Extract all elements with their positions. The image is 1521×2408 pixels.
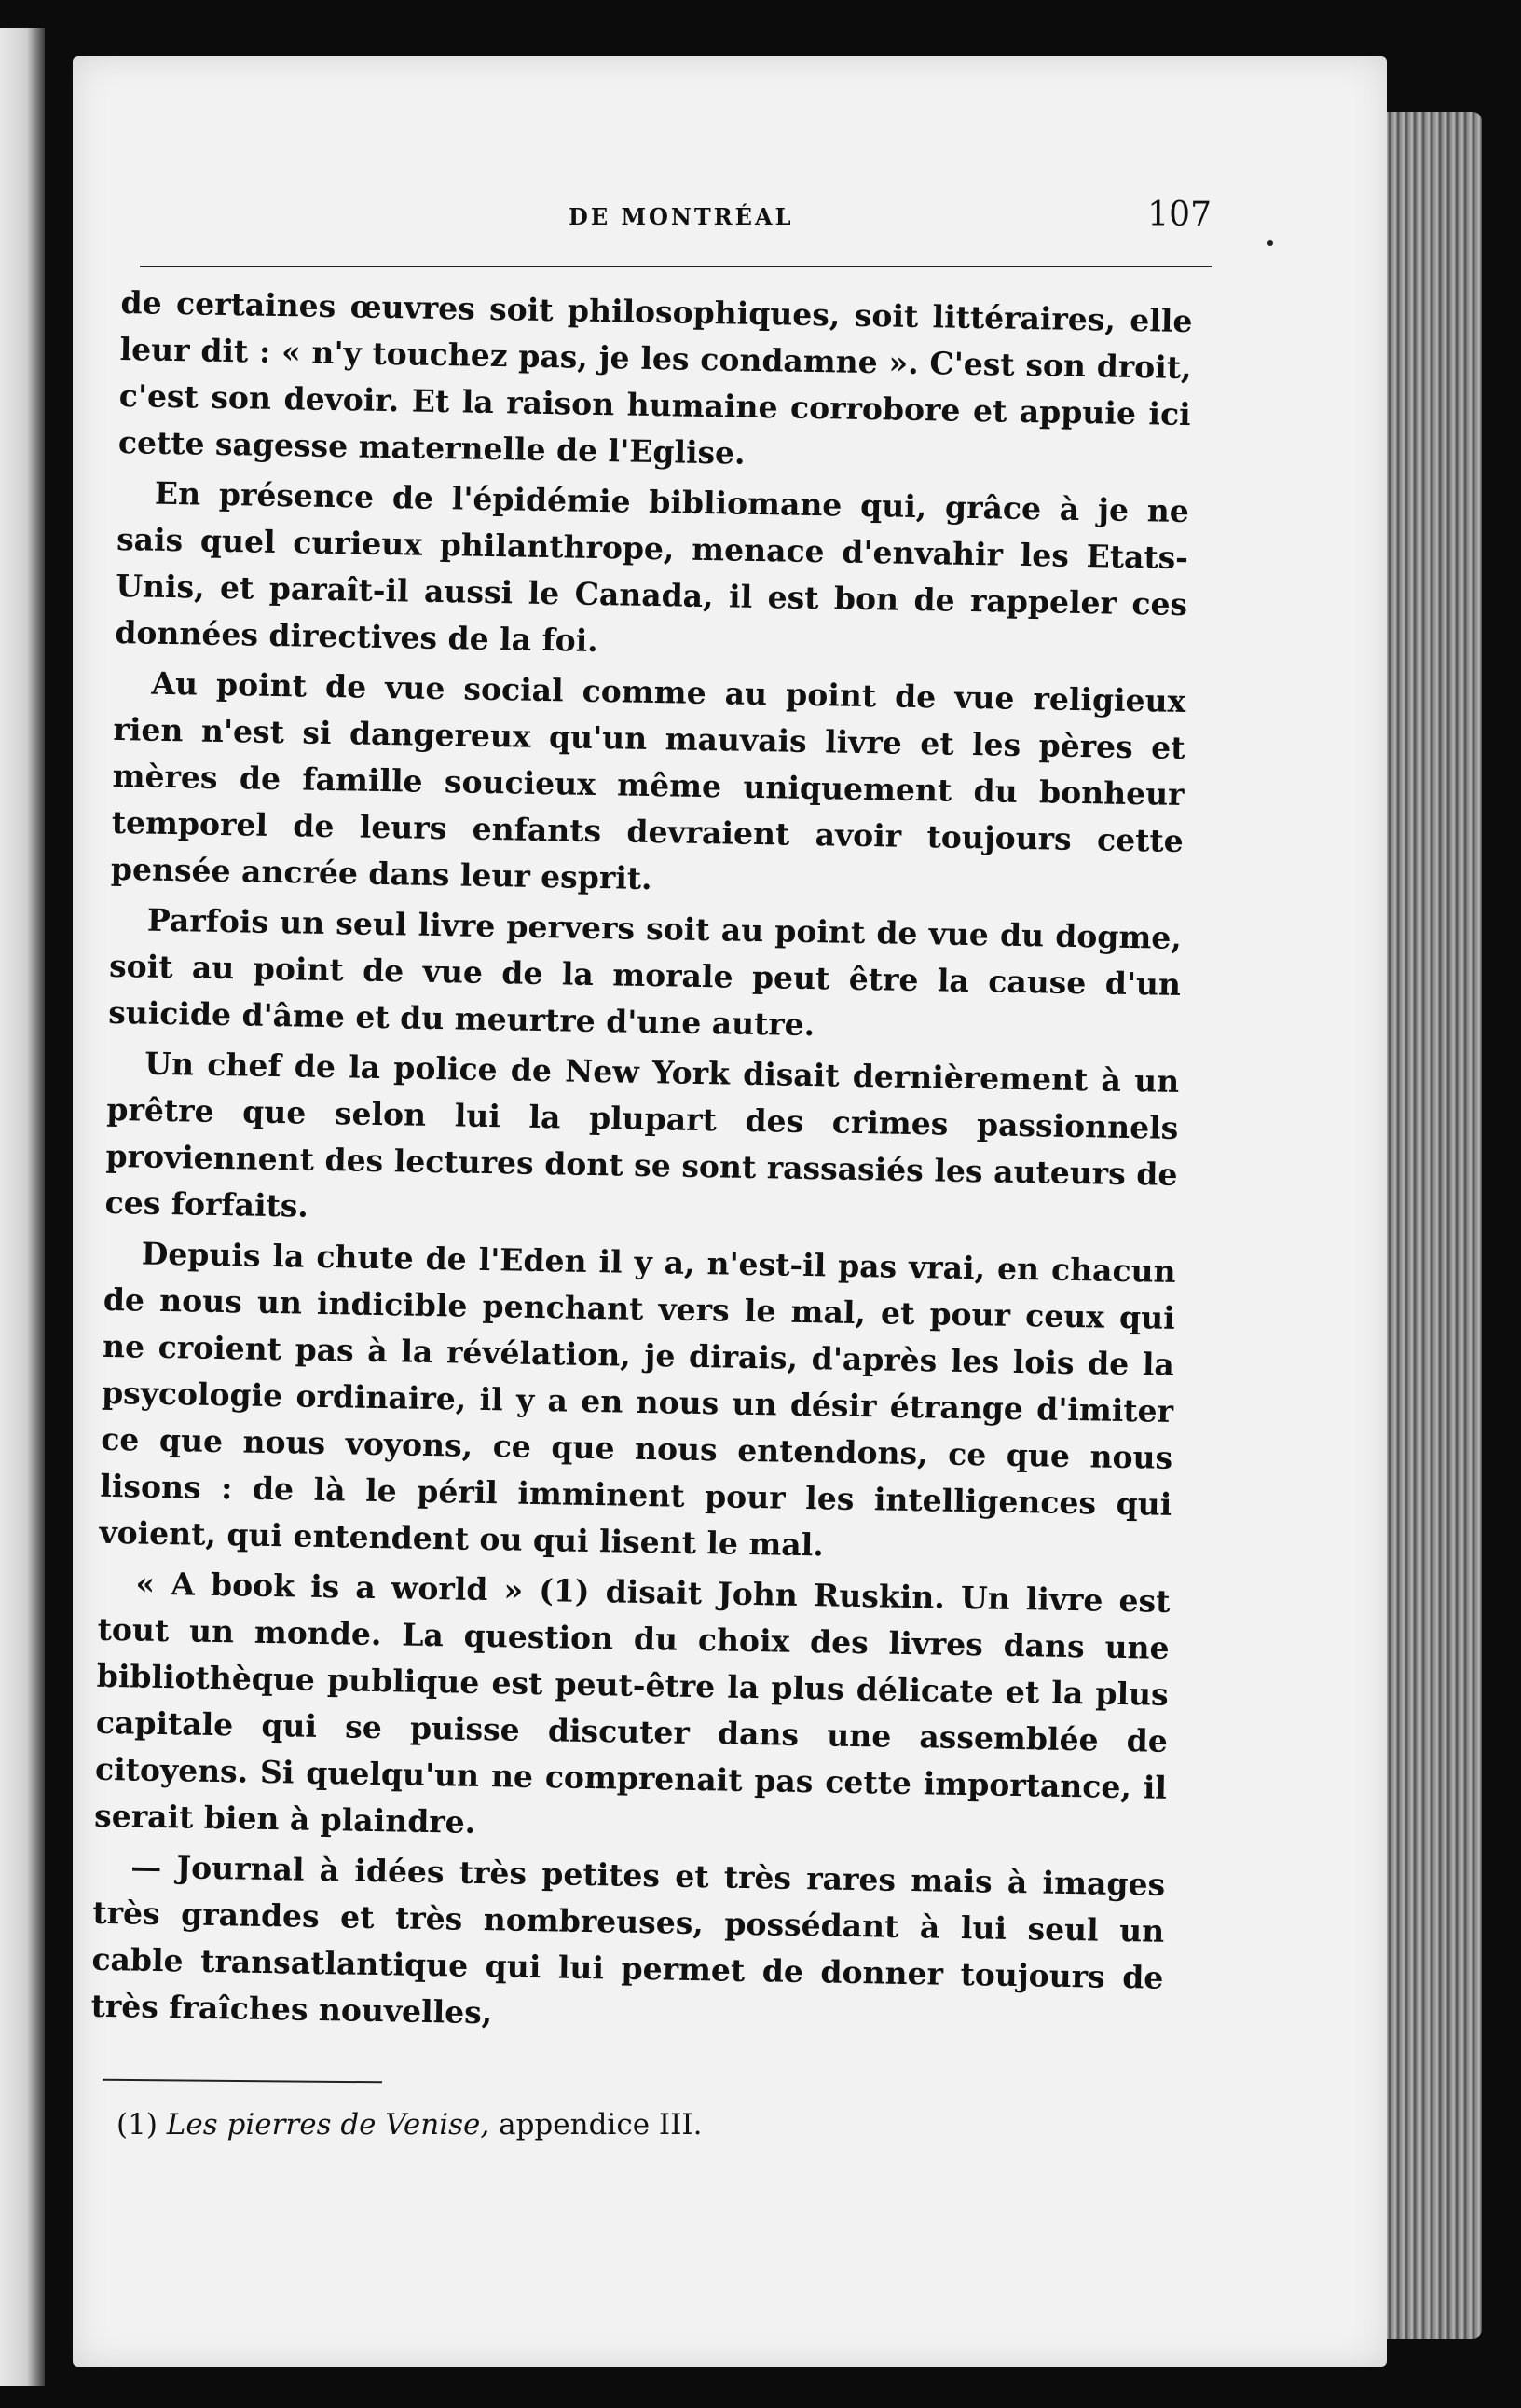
footnote: [116, 2108, 955, 2141]
facing-page-edge: [0, 28, 45, 2386]
paragraph: Au point de vue social comme au point de vue religieux rien n'est si dangereux qu'un mauvais livre et les pères et mères de famille soucieux même uniquement du bonheur temporel de leurs enfants devraient avoir toujours cette pensée ancrée dans leur esprit.: [110, 664, 1186, 897]
footnote-title: Les pierres de Venise,: [166, 2108, 490, 2141]
paragraph: Depuis la chute de l'Eden il y a, n'est-il pas vrai, en chacun de nous un indicible penchant vers le mal, et pour ceux qui ne croient pas à la révélation, je dirais, d'après les lois de la psycologie ordinaire, il y a en nous un désir étrange d'imiter ce que nous voyons, ce que nous entendons, ce que nous lisons : de là le péril imminent pour les intelligences qui voient, qui entendent ou qui lisent le mal.: [99, 1235, 1176, 1564]
page-header: [140, 196, 1212, 252]
paragraph: — Journal à idées très petites et très rares mais à images très grandes et très nombreuses, possédant à lui seul un cable transatlantique qui lui permet de donner toujours de très fraîches nouvelles,: [90, 1848, 1166, 2032]
paragraph: En présence de l'épidémie bibliomane qui, grâce à je ne sais quel curieux philanthrope, menace d'envahir les Etats-Unis, et paraît-il aussi le Canada, il est bon de rappeler ces données directives de la foi.: [115, 474, 1190, 659]
paragraph: de certaines œuvres soit philosophiques, soit littéraires, elle leur dit : « n'y touchez pas, je les condamne ». C'est son droit, c'est son devoir. Et la raison humaine corrobore et appuie ici cette sagesse maternelle de l'Eglise.: [117, 283, 1193, 472]
speck: [1268, 240, 1273, 246]
header-rule: [140, 266, 1212, 267]
paragraph: Un chef de la police de New York disait dernièrement à un prêtre que selon lui la plupart des crimes passionnels proviennent des lectures dont se sont rassasiés les auteurs de ces forfaits.: [104, 1045, 1180, 1225]
body-text: [90, 280, 1193, 2052]
footnote-text: appendice III.: [499, 2108, 703, 2141]
running-head: DE MONTRÉAL: [569, 203, 794, 230]
page-number: 107: [1147, 196, 1212, 234]
paragraph: « A book is a world » (1) disait John Ruskin. Un livre est tout un monde. La question du choix des livres dans une bibliothèque publique est peut-être la plus délicate et la plus capitale qui se puisse discuter dans une assemblée de citoyens. Si quelqu'un ne comprenait pas cette importance, il serait bien à plaindre.: [93, 1565, 1171, 1840]
paragraph: Parfois un seul livre pervers soit au point de vue du dogme, soit au point de vue de la morale peut être la cause d'un suicide d'âme et du meurtre d'une autre.: [107, 901, 1183, 1044]
footnote-marker: (1): [116, 2108, 158, 2141]
